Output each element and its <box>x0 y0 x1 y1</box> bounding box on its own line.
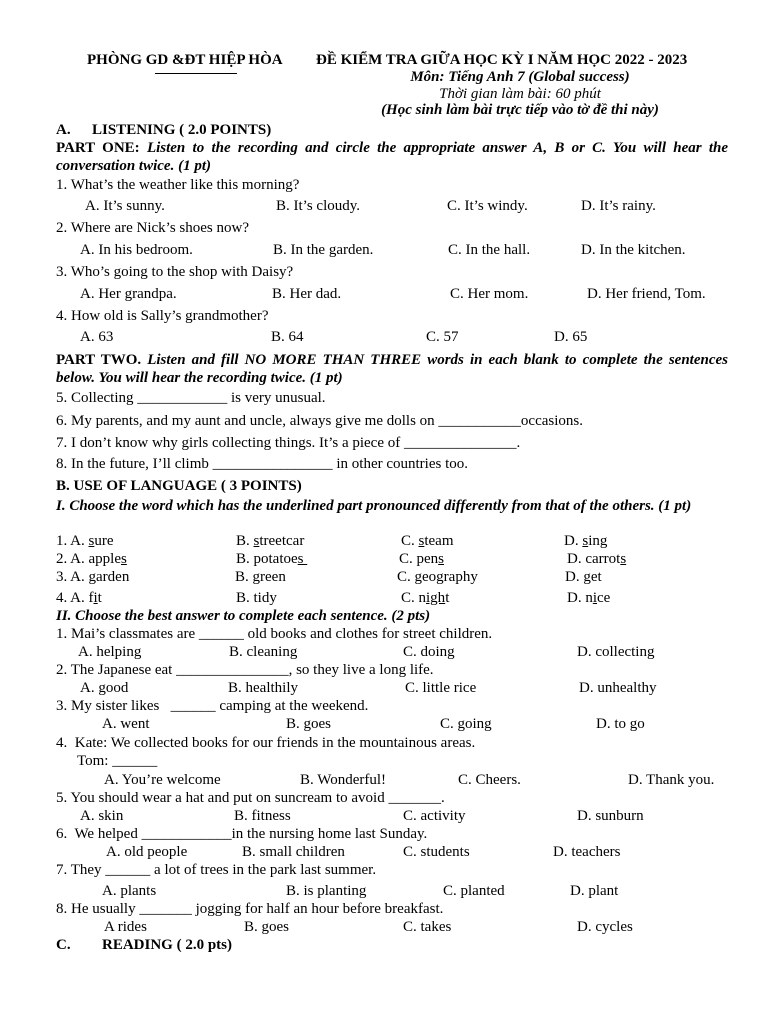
answer-option: A. plants <box>102 883 157 899</box>
answer-option: A. You’re welcome <box>104 772 221 788</box>
answer-option: A. Her grandpa. <box>80 286 177 302</box>
exam-note: (Học sinh làm bài trực tiếp vào tờ đề thi này) <box>381 102 659 118</box>
pronunciation-option: 2. A. apples <box>56 551 127 567</box>
answer-option: D. to go <box>596 716 645 732</box>
answer-option: B. healthily <box>228 680 298 696</box>
pronunciation-option: B. streetcar <box>236 533 305 549</box>
answer-option: C. Her mom. <box>450 286 529 302</box>
section-a-title: LISTENING ( 2.0 POINTS) <box>92 122 272 138</box>
answer-option: B. cleaning <box>229 644 298 660</box>
answer-option: A. helping <box>78 644 142 660</box>
grammar-question: 3. My sister likes ______ camping at the weekend. <box>56 698 369 714</box>
part-two-text: Listen and fill NO MORE THAN THREE words in each blank to complete the sentences below. You will hear the recording twice. (1 pt) <box>56 352 729 386</box>
pronunciation-option: B. green <box>235 569 286 585</box>
answer-option: D. collecting <box>577 644 655 660</box>
pronunciation-option: D. sing <box>564 533 608 549</box>
answer-option: C. Cheers. <box>458 772 521 788</box>
pronunciation-option: B. potatoes <box>236 551 308 567</box>
answer-option: A. old people <box>106 844 188 860</box>
section-c-number: C. <box>56 937 71 953</box>
pronunciation-option: C. pens <box>399 551 445 567</box>
pronunciation-option: 3. A. garden <box>56 569 130 585</box>
pronunciation-option: 4. A. fit <box>56 590 102 606</box>
section-a-number: A. <box>56 122 71 138</box>
answer-option: C. little rice <box>405 680 477 696</box>
part-one-label: PART ONE: <box>56 140 140 156</box>
grammar-instructions: II. Choose the best answer to complete each sentence. (2 pts) <box>56 608 431 624</box>
answer-option: B. Her dad. <box>272 286 342 302</box>
grammar-question: 4. Kate: We collected books for our friends in the mountainous areas. <box>56 735 476 751</box>
pronunciation-option: D. carrots <box>567 551 627 567</box>
answer-option: B. fitness <box>234 808 291 824</box>
part-one-instructions <box>56 139 728 175</box>
pronunciation-instructions: I. Choose the word which has the underlined part pronounced differently from that of the others. (1 pt) <box>56 498 692 514</box>
answer-option: D. It’s rainy. <box>581 198 656 214</box>
answer-option: B. small children <box>242 844 345 860</box>
answer-option: D. unhealthy <box>579 680 657 696</box>
gap-fill-sentence: 7. I don’t know why girls collecting things. It’s a piece of _______________. <box>56 435 521 451</box>
answer-option: C. going <box>440 716 492 732</box>
pronunciation-option: D. get <box>565 569 602 585</box>
answer-option: A. went <box>102 716 150 732</box>
answer-option: A. In his bedroom. <box>80 242 193 258</box>
section-c-title: READING ( 2.0 pts) <box>102 937 233 953</box>
gap-fill-sentence: 5. Collecting ____________ is very unusual. <box>56 390 326 406</box>
listening-question: 4. How old is Sally’s grandmother? <box>56 308 269 324</box>
listening-question: 3. Who’s going to the shop with Daisy? <box>56 264 294 280</box>
answer-option: B. Wonderful! <box>300 772 387 788</box>
answer-option: C. activity <box>403 808 466 824</box>
answer-option: B. goes <box>286 716 331 732</box>
listening-question: 1. What’s the weather like this morning? <box>56 177 300 193</box>
pronunciation-option: B. tidy <box>236 590 277 606</box>
answer-option: D. plant <box>570 883 619 899</box>
grammar-question: 2. The Japanese eat _______________, so they live a long life. <box>56 662 434 678</box>
gap-fill-sentence: 8. In the future, I’ll climb ________________ in other countries too. <box>56 456 469 472</box>
answer-option: A. It’s sunny. <box>85 198 165 214</box>
exam-time: Thời gian làm bài: 60 phút <box>439 86 601 102</box>
part-two-label: PART TWO. <box>56 352 142 368</box>
exam-title: ĐỀ KIỂM TRA GIỮA HỌC KỲ I NĂM HỌC 2022 - 2023 <box>316 52 688 68</box>
answer-option: A. good <box>80 680 129 696</box>
answer-option: D. sunburn <box>577 808 644 824</box>
answer-option: B. In the garden. <box>273 242 374 258</box>
answer-option: B. goes <box>244 919 289 935</box>
answer-option: C. doing <box>403 644 455 660</box>
answer-option: D. In the kitchen. <box>581 242 686 258</box>
answer-option: D. cycles <box>577 919 633 935</box>
header-underline <box>155 73 237 74</box>
answer-option: D. Thank you. <box>628 772 715 788</box>
grammar-question: 8. He usually _______ jogging for half an hour before breakfast. <box>56 901 444 917</box>
exam-subject: Môn: Tiếng Anh 7 (Global success) <box>410 69 630 85</box>
pronunciation-option: 1. A. sure <box>56 533 114 549</box>
listening-question: 2. Where are Nick’s shoes now? <box>56 220 249 236</box>
answer-option: C. students <box>403 844 470 860</box>
answer-option: C. planted <box>443 883 505 899</box>
answer-option: B. is planting <box>286 883 367 899</box>
school-name: PHÒNG GD &ĐT HIỆP HÒA <box>87 52 283 68</box>
gap-fill-sentence: 6. My parents, and my aunt and uncle, always give me dolls on ___________occasions. <box>56 413 583 429</box>
answer-option: C. takes <box>403 919 452 935</box>
grammar-question: 6. We helped ____________in the nursing home last Sunday. <box>56 826 428 842</box>
part-two-instructions <box>56 351 728 387</box>
answer-option: C. In the hall. <box>448 242 531 258</box>
grammar-question: 1. Mai’s classmates are ______ old books and clothes for street children. <box>56 626 493 642</box>
part-one-text: Listen to the recording and circle the appropriate answer A, B or C. You will hear the conversation twice. (1 pt) <box>56 140 729 174</box>
answer-option: D. 65 <box>554 329 588 345</box>
answer-option: A. skin <box>80 808 124 824</box>
answer-option: D. teachers <box>553 844 621 860</box>
answer-option: A. 63 <box>80 329 114 345</box>
answer-option: B. 64 <box>271 329 304 345</box>
answer-option: D. Her friend, Tom. <box>587 286 706 302</box>
pronunciation-option: C. geography <box>397 569 478 585</box>
section-b-title: B. USE OF LANGUAGE ( 3 POINTS) <box>56 478 302 494</box>
pronunciation-option: C. night <box>401 590 450 606</box>
pronunciation-option: C. steam <box>401 533 454 549</box>
grammar-question: 5. You should wear a hat and put on suncream to avoid _______. <box>56 790 445 806</box>
pronunciation-option: D. nice <box>567 590 611 606</box>
answer-option: C. 57 <box>426 329 459 345</box>
answer-option: A rides <box>104 919 147 935</box>
answer-option: B. It’s cloudy. <box>276 198 361 214</box>
grammar-question-reply: Tom: ______ <box>77 753 158 769</box>
grammar-question: 7. They ______ a lot of trees in the park last summer. <box>56 862 377 878</box>
answer-option: C. It’s windy. <box>447 198 528 214</box>
